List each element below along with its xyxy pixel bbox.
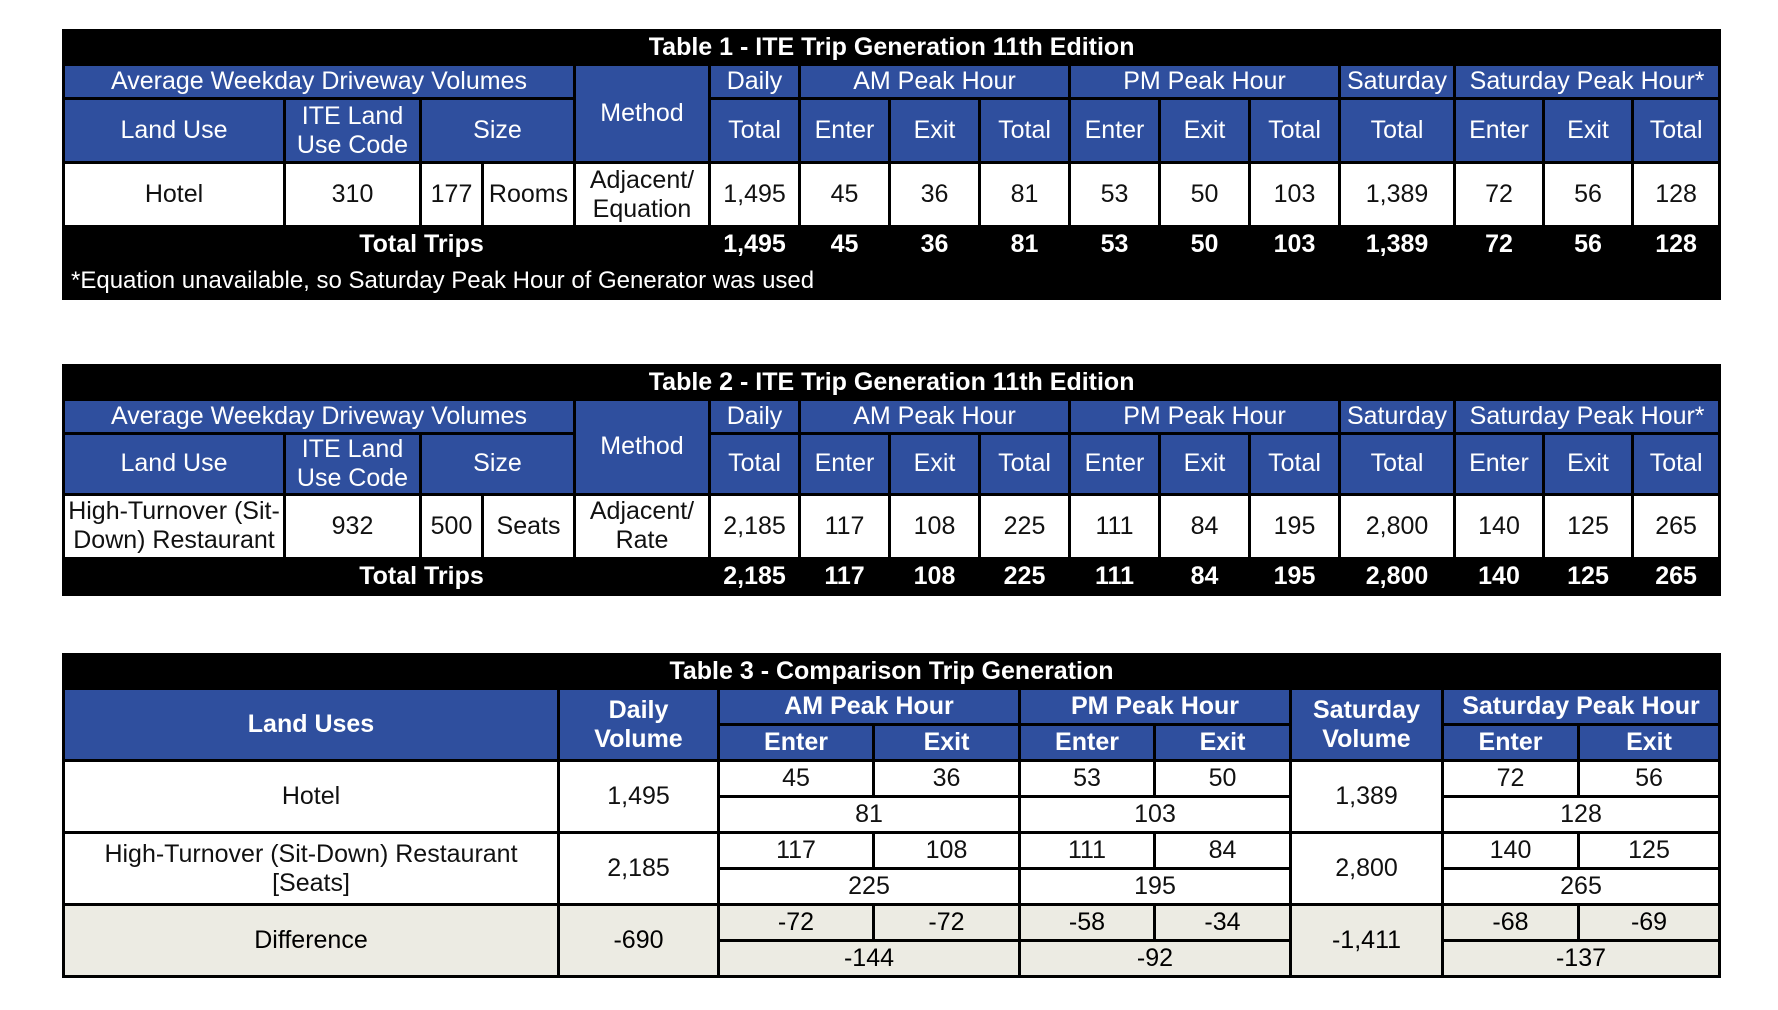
satp-exit-header: Exit: [1579, 725, 1720, 761]
pm-exit-cell: 50: [1155, 761, 1291, 797]
size-cell: 500: [421, 494, 483, 558]
am-enter-cell: 45: [800, 163, 890, 227]
satp-total-cell: -137: [1443, 941, 1720, 977]
satp-total-header: Total: [1633, 99, 1720, 163]
satp-total-cell: 265: [1443, 869, 1720, 905]
satp-total-cell: 128: [1443, 797, 1720, 833]
daily-cell: 1,495: [710, 163, 800, 227]
ite-code-header: ITE Land Use Code: [285, 99, 421, 163]
saturday-peak-header: Saturday Peak Hour*: [1455, 400, 1720, 434]
pm-exit-cell: 84: [1160, 494, 1250, 558]
totals-row: [64, 558, 1720, 594]
am-exit-header: Exit: [890, 434, 980, 495]
code-cell: 310: [285, 163, 421, 227]
daily-cell: -690: [559, 905, 719, 977]
total-daily: 2,185: [710, 558, 800, 594]
group-header: Average Weekday Driveway Volumes: [64, 400, 575, 434]
satp-exit-cell: 125: [1544, 494, 1633, 558]
total-am-enter: 45: [800, 227, 890, 263]
sat-total-header: Total: [1340, 434, 1455, 495]
am-exit-header: Exit: [890, 99, 980, 163]
total-am-total: 81: [980, 227, 1070, 263]
ite-code-header: ITE Land Use Code: [285, 434, 421, 495]
table-title: Table 3 - Comparison Trip Generation: [64, 655, 1720, 689]
total-am-enter: 117: [800, 558, 890, 594]
method-cell: Adjacent/ Rate: [575, 494, 710, 558]
am-exit-cell: 36: [890, 163, 980, 227]
size-header: Size: [421, 99, 575, 163]
am-enter-header: Enter: [800, 434, 890, 495]
pm-total-cell: -92: [1020, 941, 1291, 977]
am-enter-header: Enter: [800, 99, 890, 163]
table-row: [64, 761, 1720, 797]
satp-enter-header: Enter: [1455, 99, 1544, 163]
land-uses-header: Land Uses: [64, 689, 559, 761]
table-2: [62, 364, 1721, 596]
code-cell: 932: [285, 494, 421, 558]
footnote: *Equation unavailable, so Saturday Peak Hour of Generator was used: [64, 263, 1720, 299]
am-peak-header: AM Peak Hour: [719, 689, 1020, 725]
pm-total-header: Total: [1250, 99, 1340, 163]
total-pm-total: 195: [1250, 558, 1340, 594]
pm-exit-header: Exit: [1160, 99, 1250, 163]
total-pm-enter: 53: [1070, 227, 1160, 263]
totals-row: [64, 227, 1720, 263]
total-satp-exit: 125: [1544, 558, 1633, 594]
totals-label: Total Trips: [64, 558, 710, 594]
table-row: [64, 163, 1720, 227]
am-total-header: Total: [980, 99, 1070, 163]
pm-peak-header: PM Peak Hour: [1070, 65, 1340, 99]
total-daily: 1,495: [710, 227, 800, 263]
satp-exit-header: Exit: [1544, 99, 1633, 163]
pm-enter-header: Enter: [1070, 99, 1160, 163]
difference-row: [64, 905, 1720, 941]
table-1: [62, 29, 1721, 300]
am-exit-cell: 108: [890, 494, 980, 558]
total-satp-total: 128: [1633, 227, 1720, 263]
am-enter-cell: 45: [719, 761, 874, 797]
land-use-header: Land Use: [64, 434, 285, 495]
land-use-cell: Difference: [64, 905, 559, 977]
am-exit-cell: -72: [874, 905, 1020, 941]
satp-enter-cell: 72: [1455, 163, 1544, 227]
total-pm-enter: 111: [1070, 558, 1160, 594]
daily-volume-header: Daily Volume: [559, 689, 719, 761]
pm-total-cell: 103: [1250, 163, 1340, 227]
land-use-cell: Hotel: [64, 761, 559, 833]
am-enter-cell: 117: [719, 833, 874, 869]
pm-total-cell: 103: [1020, 797, 1291, 833]
sat-cell: 2,800: [1291, 833, 1443, 905]
daily-header: Daily: [710, 400, 800, 434]
table-title: Table 1 - ITE Trip Generation 11th Edition: [64, 31, 1720, 65]
pm-enter-cell: 111: [1020, 833, 1155, 869]
total-am-exit: 108: [890, 558, 980, 594]
am-exit-cell: 36: [874, 761, 1020, 797]
daily-cell: 1,495: [559, 761, 719, 833]
method-header: Method: [575, 400, 710, 495]
pm-total-cell: 195: [1250, 494, 1340, 558]
am-total-cell: 81: [719, 797, 1020, 833]
am-enter-header: Enter: [719, 725, 874, 761]
daily-cell: 2,185: [710, 494, 800, 558]
total-am-total: 225: [980, 558, 1070, 594]
land-use-cell: High-Turnover (Sit-Down) Restaurant [Seats]: [64, 833, 559, 905]
group-header: Average Weekday Driveway Volumes: [64, 65, 575, 99]
am-enter-cell: -72: [719, 905, 874, 941]
total-satp-enter: 140: [1455, 558, 1544, 594]
saturday-volume-header: Saturday Volume: [1291, 689, 1443, 761]
am-peak-header: AM Peak Hour: [800, 400, 1070, 434]
satp-exit-header: Exit: [1544, 434, 1633, 495]
sat-total-cell: 2,800: [1340, 494, 1455, 558]
am-total-header: Total: [980, 434, 1070, 495]
sat-total-cell: 1,389: [1340, 163, 1455, 227]
saturday-peak-header: Saturday Peak Hour*: [1455, 65, 1720, 99]
total-satp-total: 265: [1633, 558, 1720, 594]
pm-enter-cell: -58: [1020, 905, 1155, 941]
pm-exit-cell: 50: [1160, 163, 1250, 227]
method-cell: Adjacent/ Equation: [575, 163, 710, 227]
total-am-exit: 36: [890, 227, 980, 263]
sat-cell: 1,389: [1291, 761, 1443, 833]
pm-peak-header: PM Peak Hour: [1020, 689, 1291, 725]
daily-total-header: Total: [710, 434, 800, 495]
saturday-header: Saturday: [1340, 400, 1455, 434]
total-sat: 1,389: [1340, 227, 1455, 263]
pm-enter-header: Enter: [1020, 725, 1155, 761]
pm-total-cell: 195: [1020, 869, 1291, 905]
table-row: [64, 833, 1720, 869]
table-title: Table 2 - ITE Trip Generation 11th Edition: [64, 366, 1720, 400]
satp-total-cell: 128: [1633, 163, 1720, 227]
land-use-header: Land Use: [64, 99, 285, 163]
satp-exit-cell: 56: [1544, 163, 1633, 227]
unit-cell: Seats: [483, 494, 575, 558]
sat-cell: -1,411: [1291, 905, 1443, 977]
daily-total-header: Total: [710, 99, 800, 163]
pm-exit-header: Exit: [1155, 725, 1291, 761]
am-peak-header: AM Peak Hour: [800, 65, 1070, 99]
am-total-cell: 225: [719, 869, 1020, 905]
satp-exit-cell: -69: [1579, 905, 1720, 941]
satp-exit-cell: 56: [1579, 761, 1720, 797]
satp-total-cell: 265: [1633, 494, 1720, 558]
size-header: Size: [421, 434, 575, 495]
am-total-cell: -144: [719, 941, 1020, 977]
size-cell: 177: [421, 163, 483, 227]
satp-enter-header: Enter: [1443, 725, 1579, 761]
daily-header: Daily: [710, 65, 800, 99]
am-exit-cell: 108: [874, 833, 1020, 869]
total-sat: 2,800: [1340, 558, 1455, 594]
pm-enter-cell: 53: [1070, 163, 1160, 227]
pm-peak-header: PM Peak Hour: [1070, 400, 1340, 434]
am-total-cell: 81: [980, 163, 1070, 227]
pm-exit-header: Exit: [1160, 434, 1250, 495]
daily-cell: 2,185: [559, 833, 719, 905]
pm-exit-cell: -34: [1155, 905, 1291, 941]
method-header: Method: [575, 65, 710, 163]
satp-enter-cell: -68: [1443, 905, 1579, 941]
pm-enter-cell: 111: [1070, 494, 1160, 558]
sat-total-header: Total: [1340, 99, 1455, 163]
satp-total-header: Total: [1633, 434, 1720, 495]
pm-exit-cell: 84: [1155, 833, 1291, 869]
land-use-cell: High-Turnover (Sit- Down) Restaurant: [64, 494, 285, 558]
satp-enter-cell: 72: [1443, 761, 1579, 797]
unit-cell: Rooms: [483, 163, 575, 227]
pm-enter-header: Enter: [1070, 434, 1160, 495]
satp-exit-cell: 125: [1579, 833, 1720, 869]
satp-enter-cell: 140: [1443, 833, 1579, 869]
am-total-cell: 225: [980, 494, 1070, 558]
pm-enter-cell: 53: [1020, 761, 1155, 797]
am-enter-cell: 117: [800, 494, 890, 558]
satp-enter-cell: 140: [1455, 494, 1544, 558]
total-satp-enter: 72: [1455, 227, 1544, 263]
am-exit-header: Exit: [874, 725, 1020, 761]
saturday-header: Saturday: [1340, 65, 1455, 99]
satp-enter-header: Enter: [1455, 434, 1544, 495]
total-satp-exit: 56: [1544, 227, 1633, 263]
land-use-cell: Hotel: [64, 163, 285, 227]
total-pm-total: 103: [1250, 227, 1340, 263]
total-pm-exit: 84: [1160, 558, 1250, 594]
totals-label: Total Trips: [64, 227, 710, 263]
saturday-peak-header: Saturday Peak Hour: [1443, 689, 1720, 725]
table-3: [62, 653, 1721, 978]
table-row: [64, 494, 1720, 558]
total-pm-exit: 50: [1160, 227, 1250, 263]
pm-total-header: Total: [1250, 434, 1340, 495]
